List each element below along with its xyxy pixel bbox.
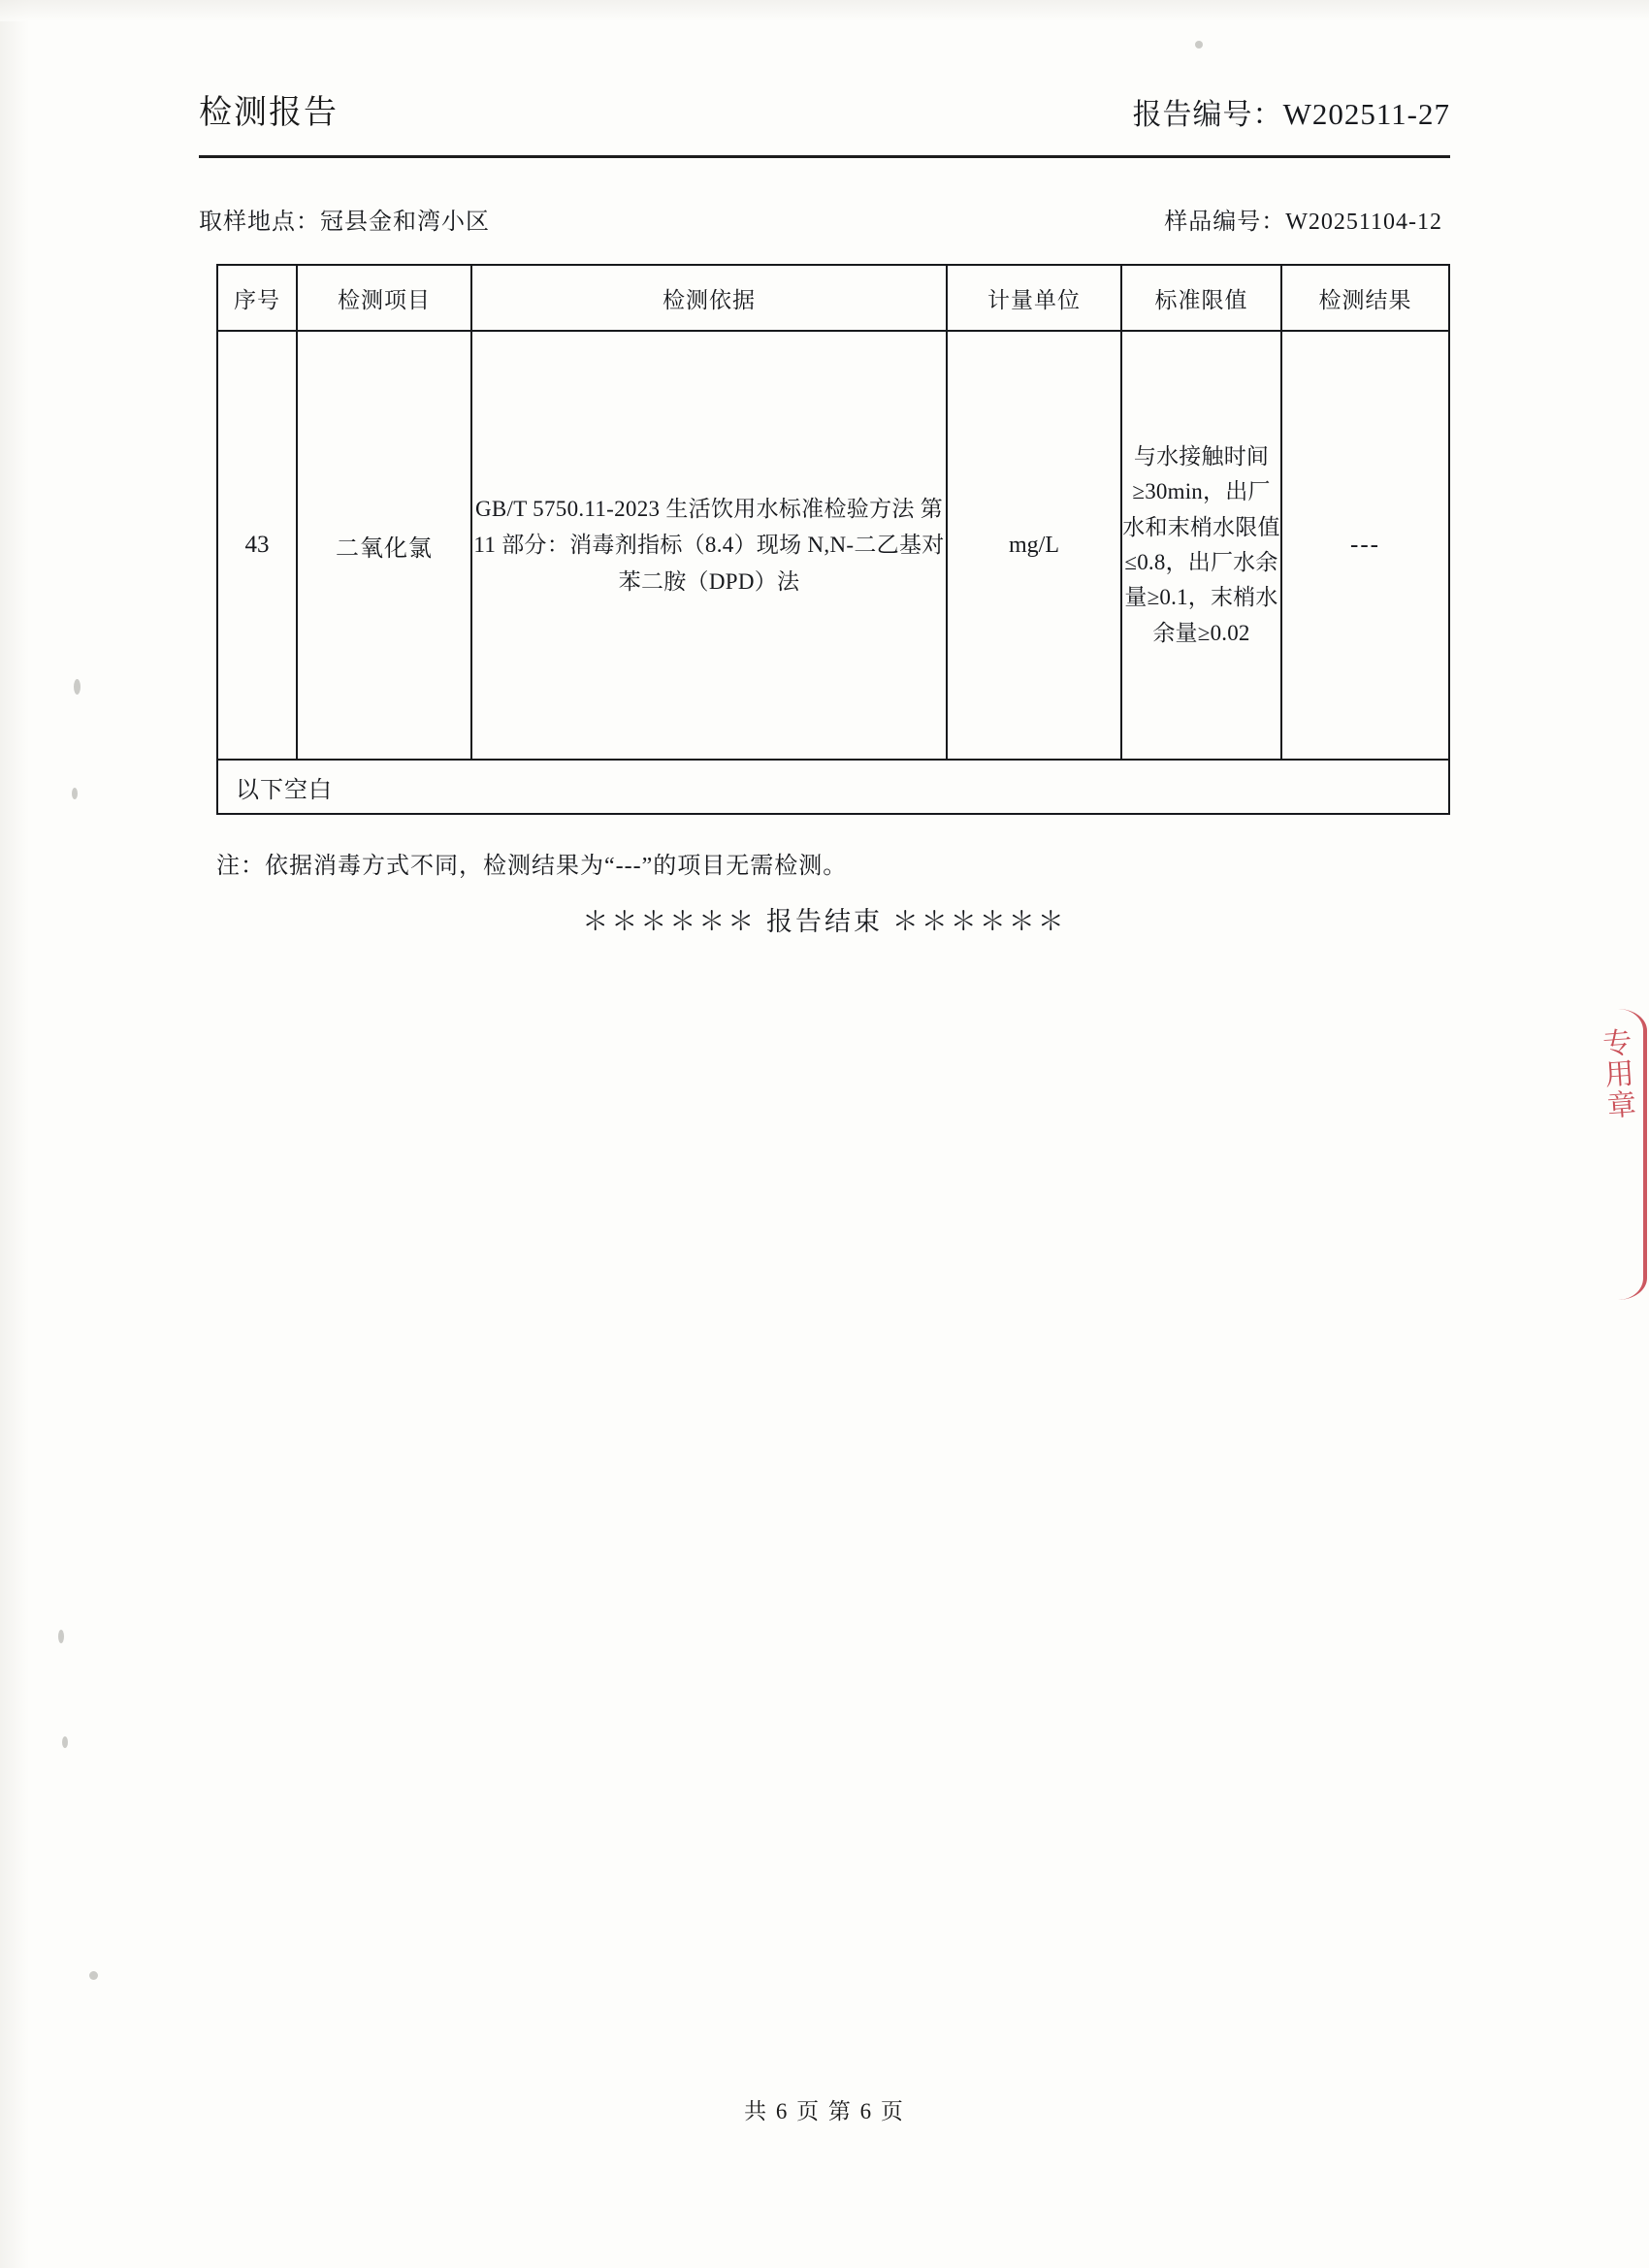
report-number-value: W202511-27 <box>1282 97 1450 131</box>
sample-number: 样品编号：W20251104-12 <box>1164 210 1442 235</box>
official-seal: 专用章 <box>1597 1026 1635 1122</box>
page-title: 检测报告 <box>199 95 339 131</box>
table-blank-row <box>217 760 1449 814</box>
scan-edge-top <box>0 0 1649 21</box>
report-end-mark: ＊＊＊＊＊＊ 报告结束 ＊＊＊＊＊＊ <box>582 907 1067 936</box>
cell-basis: GB/T 5750.11-2023 生活饮用水标准检验方法 第 11 部分：消毒剂指标（8.4）现场 N,N-二乙基对苯二胺（DPD）法 <box>471 331 947 760</box>
scan-speck <box>58 1630 64 1643</box>
results-table-wrap <box>216 264 1448 815</box>
column-header-limit: 标准限值 <box>1121 265 1281 331</box>
scan-speck <box>62 1736 68 1748</box>
scan-speck <box>1195 41 1203 49</box>
results-table <box>216 264 1450 815</box>
cell-result: --- <box>1281 331 1449 760</box>
column-header-result: 检测结果 <box>1281 265 1449 331</box>
column-header-item: 检测项目 <box>297 265 471 331</box>
cell-limit: 与水接触时间≥30min，出厂水和末梢水限值≤0.8，出厂水余量≥0.1，末梢水余量≥0.02 <box>1121 331 1281 760</box>
report-number-label: 报告编号： <box>1132 99 1283 131</box>
scan-speck <box>72 788 78 799</box>
blank-row-label: 以下空白 <box>217 760 1449 814</box>
cell-item: 二氧化氯 <box>297 331 471 760</box>
header-divider <box>199 155 1450 158</box>
document-header <box>199 85 1450 133</box>
table-header-row <box>217 265 1449 331</box>
sample-info-row <box>199 202 1450 236</box>
scan-speck <box>74 679 81 695</box>
column-header-unit: 计量单位 <box>947 265 1121 331</box>
page-footer: 共 6 页 第 6 页 <box>744 2099 905 2123</box>
scan-speck <box>89 1971 98 1980</box>
column-header-basis: 检测依据 <box>471 265 947 331</box>
cell-no: 43 <box>217 331 297 760</box>
sampling-site: 取样地点：冠县金和湾小区 <box>199 210 490 235</box>
table-note: 注：依据消毒方式不同，检测结果为“---”的项目无需检测。 <box>216 854 848 879</box>
cell-unit: mg/L <box>947 331 1121 760</box>
scan-edge-left <box>0 0 29 2268</box>
column-header-no: 序号 <box>217 265 297 331</box>
table-row <box>217 331 1449 760</box>
report-number <box>1133 90 1450 133</box>
